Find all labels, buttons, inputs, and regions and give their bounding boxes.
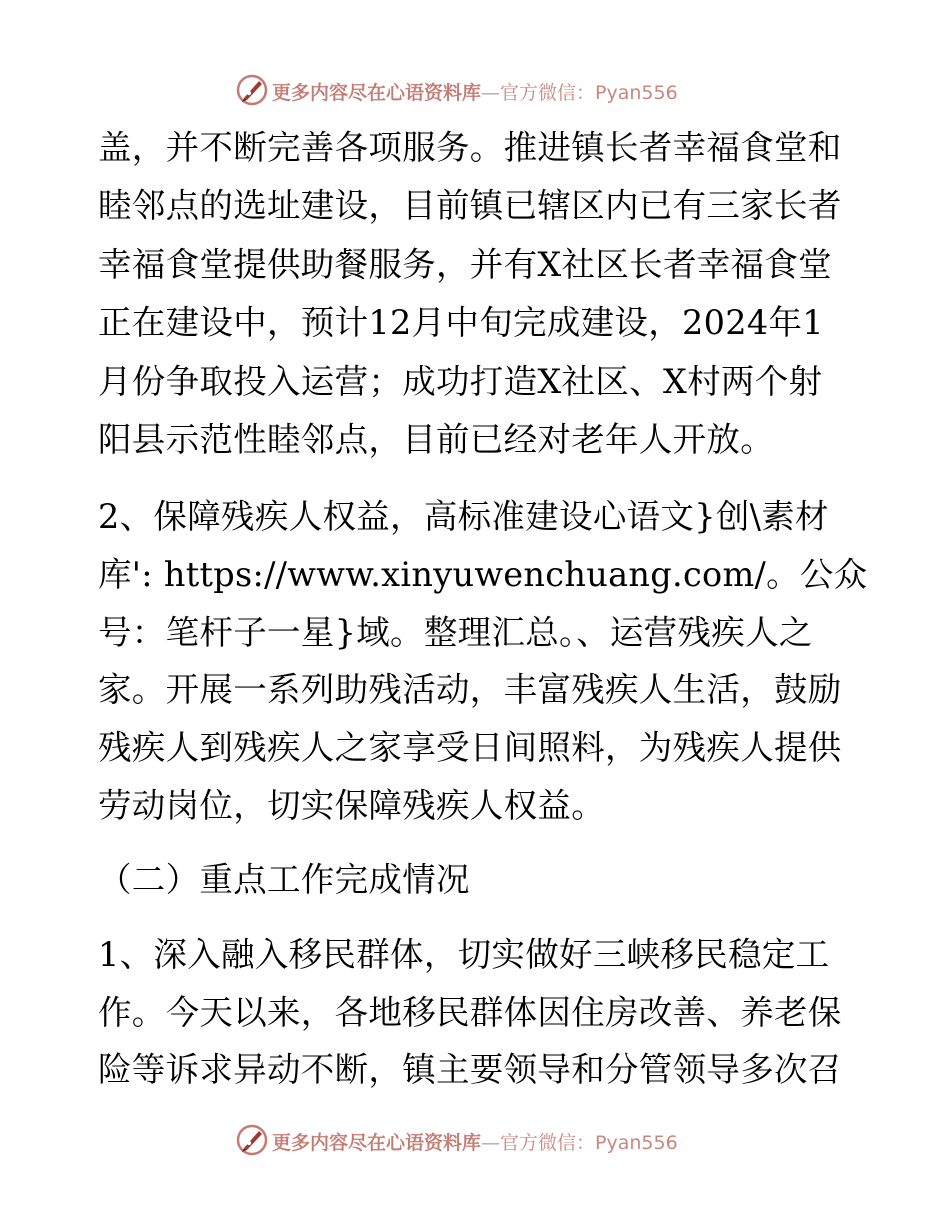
banner-separator: —	[481, 82, 501, 104]
banner-wechat-id: Pyan556	[595, 1132, 678, 1154]
text-line: 劳动岗位，切实保障残疾人权益。	[98, 786, 605, 825]
text-line: 号：笔杆子一星}域。整理汇总。、运营残疾人之	[98, 613, 813, 652]
text-line: 2、保障残疾人权益，高标准建设心语文}创\素材	[98, 497, 829, 536]
banner-wechat-label: 官方微信：	[500, 1132, 596, 1154]
text-line: 险等诉求异动不断，镇主要领导和分管领导多次召	[98, 1050, 842, 1089]
text-line: 正在建设中，预计12月中旬完成建设，2024年1	[98, 303, 824, 342]
banner-main-text: 更多内容尽在心语资料库	[272, 82, 482, 104]
banner-main-text: 更多内容尽在心语资料库	[272, 1132, 482, 1154]
text-line: 睦邻点的选址建设，目前镇已辖区内已有三家长者	[98, 186, 842, 225]
header-banner	[0, 70, 950, 110]
quill-logo-icon	[235, 1123, 269, 1157]
banner-text	[272, 1128, 678, 1155]
banner-separator: —	[481, 1132, 501, 1154]
text-line: 阳县示范性睦邻点，目前已经对老年人开放。	[98, 420, 774, 459]
banner-wechat-id: Pyan556	[595, 82, 678, 104]
footer-banner	[0, 1120, 950, 1160]
quill-logo-icon	[235, 73, 269, 107]
text-line: 1、深入融入移民群体，切实做好三峡移民稳定工	[98, 935, 830, 974]
banner-wechat-label: 官方微信：	[500, 82, 596, 104]
text-line: 月份争取投入运营；成功打造X社区、X村两个射	[98, 362, 823, 401]
text-line: 残疾人到残疾人之家享受日间照料，为残疾人提供	[98, 728, 842, 767]
section-heading: （二）重点工作完成情况	[98, 860, 470, 899]
text-line: 家。开展一系列助残活动，丰富残疾人生活，鼓励	[98, 670, 842, 709]
text-line: 作。今天以来，各地移民群体因住房改善、养老保	[98, 993, 842, 1032]
text-line: 库': https://www.xinyuwenchuang.com/。公众	[98, 555, 868, 594]
text-line: 幸福食堂提供助餐服务，并有X社区长者幸福食堂	[98, 245, 832, 284]
text-line: 盖，并不断完善各项服务。推进镇长者幸福食堂和	[98, 128, 842, 167]
banner-text	[272, 78, 678, 105]
